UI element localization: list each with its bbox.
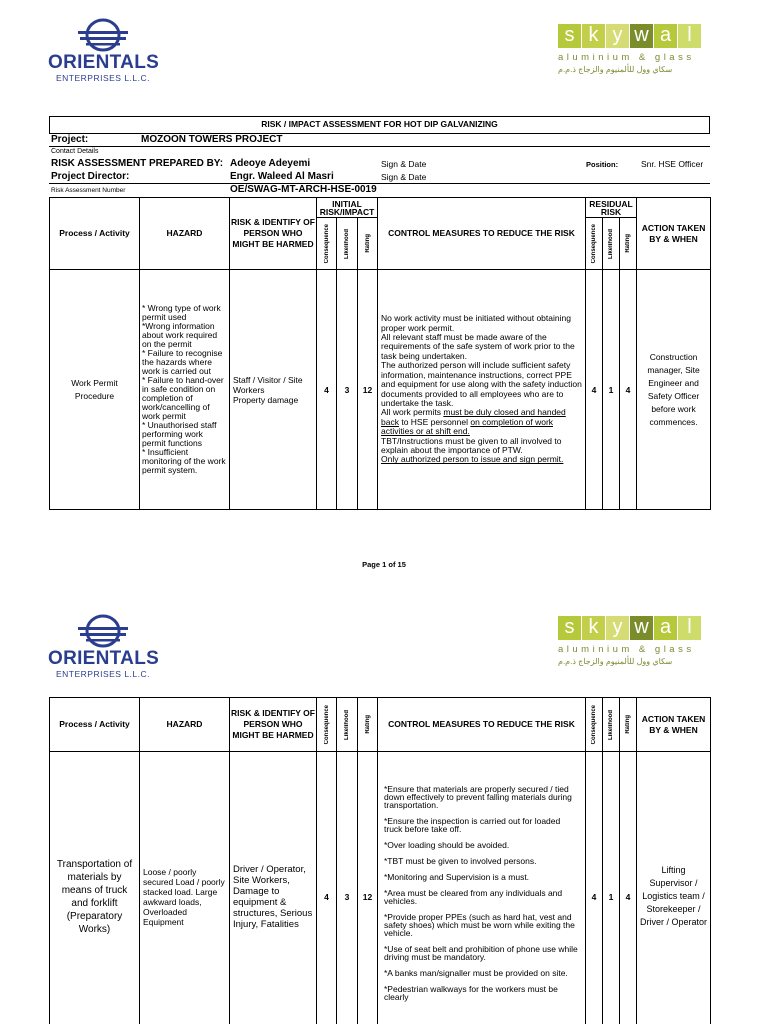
skywall-letter: k xyxy=(582,24,605,48)
skywall-arabic: سكاي وول للألمنيوم والزجاج ذ.م.م xyxy=(558,657,673,666)
control-cell xyxy=(378,752,586,1024)
header-consequence-text: Consequence xyxy=(591,223,598,264)
orientals-logo xyxy=(48,18,160,83)
skywall-letter: k xyxy=(582,616,605,640)
who-item: Property damage xyxy=(233,394,299,405)
orientals-subtitle: ENTERPRISES L.L.C. xyxy=(55,73,151,83)
orientals-emblem-icon xyxy=(76,18,130,52)
orientals-name: ORIENTALS xyxy=(48,52,160,73)
page-number: Page 1 of 15 xyxy=(362,560,406,569)
position-label: Position: xyxy=(586,160,619,169)
skywall-letter: l xyxy=(678,616,701,640)
project-director-value: Engr. Waleed Al Masri xyxy=(230,171,334,182)
skywall-letter: w xyxy=(630,24,653,48)
header-likelihood xyxy=(603,698,620,752)
header-likelihood-text: Likelihood xyxy=(344,709,350,740)
risk-table-1 xyxy=(49,197,711,510)
hazard-item: * Failure to hand-over in safe condition on completion of work/cancelling of work permit xyxy=(142,375,224,421)
control-line: TBT/Instructions must be given to all involved to explain about the importance of PTW. xyxy=(381,435,562,455)
header-rating-text: Rating xyxy=(364,715,371,734)
control-line: *A banks man/signaller must be provided on site. xyxy=(384,967,568,978)
initial-likelihood: 3 xyxy=(337,752,358,1024)
header-hazard: HAZARD xyxy=(140,698,230,752)
hazard-cell xyxy=(140,270,230,510)
control-line: *Area must be cleared from any individuals and vehicles. xyxy=(384,887,563,906)
header-consequence xyxy=(586,218,603,270)
skywall-letter: a xyxy=(654,616,677,640)
skywall-letters xyxy=(558,24,708,50)
who-item: Staff / Visitor / Site Workers xyxy=(233,374,303,395)
control-line: No work activity must be initiated without obtaining proper work permit. xyxy=(381,313,571,333)
header-process: Process / Activity xyxy=(50,198,140,270)
hazard-item: * Wrong type of work permit used xyxy=(142,303,221,322)
header-consequence-text: Consequence xyxy=(323,223,330,264)
orientals-logo xyxy=(48,614,160,679)
position-value: Snr. HSE Officer xyxy=(641,159,704,169)
control-text-underlined: on completion of work activities or at shift end. xyxy=(381,416,554,437)
project-label: Project: xyxy=(51,134,89,145)
risk-table-2 xyxy=(49,697,711,1024)
header-rating-text: Rating xyxy=(625,715,631,734)
header-control: CONTROL MEASURES TO REDUCE THE RISK xyxy=(378,198,586,270)
initial-rating: 12 xyxy=(358,270,378,510)
table-row xyxy=(50,752,711,1024)
hazard-item: *Wrong information about work required on the permit xyxy=(142,321,218,349)
control-line: *Ensure the inspection is carried out for loaded truck before take off. xyxy=(384,815,561,834)
header-likelihood xyxy=(337,218,358,270)
control-line: All relevant staff must be made aware of the requirements of the safe system of work prior to the task being undertaken. xyxy=(381,332,575,361)
control-line: *Over loading should be avoided. xyxy=(384,839,510,850)
control-line: *Monitoring and Supervision is a must. xyxy=(384,871,530,882)
header-rating-text: Rating xyxy=(364,234,371,253)
skywall-letter: y xyxy=(606,24,629,48)
orientals-subtitle: ENTERPRISES L.L.C. xyxy=(55,669,151,679)
header-consequence-text: Consequence xyxy=(323,704,330,745)
sign-date: Sign & Date xyxy=(381,172,427,182)
skywall-letter: y xyxy=(606,616,629,640)
page-2 xyxy=(0,596,768,1024)
header-likelihood-text: Likelihood xyxy=(608,228,615,259)
skywall-letter: s xyxy=(558,616,581,640)
skywall-logo xyxy=(558,616,708,676)
header-who: RISK & IDENTIFY OF PERSON WHO MIGHT BE HARMED xyxy=(230,698,317,752)
header-action: ACTION TAKEN BY & WHEN xyxy=(637,698,711,752)
header-rating xyxy=(358,698,378,752)
table-row xyxy=(50,270,711,510)
control-cell xyxy=(378,270,586,510)
header-rating xyxy=(620,218,637,270)
ra-number-value: OE/SWAG-MT-ARCH-HSE-0019 xyxy=(230,184,377,195)
residual-rating: 4 xyxy=(620,270,637,510)
control-text: All work permits xyxy=(381,407,444,418)
header-who: RISK & IDENTIFY OF PERSON WHO MIGHT BE HARMED xyxy=(230,198,317,270)
header-process: Process / Activity xyxy=(50,698,140,752)
divider xyxy=(49,183,710,184)
prepared-by-label: RISK ASSESSMENT PREPARED BY: xyxy=(51,158,224,169)
hazard-item: * Insufficient monitoring of the work permit system. xyxy=(142,447,226,475)
header-likelihood-text: Likelihood xyxy=(344,228,350,259)
ra-number-label: Risk Assessment Number xyxy=(51,187,126,194)
control-line xyxy=(381,408,582,436)
control-line: *Ensure that materials are properly secured / tied down effectively to prevent falling materials during transportation. xyxy=(384,783,572,810)
residual-consequence: 4 xyxy=(586,752,603,1024)
header-rating xyxy=(620,698,637,752)
hazard-item: * Unauthorised staff performing work permit functions xyxy=(142,420,217,448)
initial-likelihood: 3 xyxy=(337,270,358,510)
header-rating-text: Rating xyxy=(625,234,632,253)
document-title: RISK / IMPACT ASSESSMENT FOR HOT DIP GALVANIZING xyxy=(49,116,710,134)
hazard-cell: Loose / poorly secured Load / poorly stacked load. Large awkward loads, Overloaded Equipment xyxy=(140,752,230,1024)
who-cell xyxy=(230,270,317,510)
control-line: *Provide proper PPEs (such as hard hat, vest and safety shoes) which must be worn while exiting the vehicle. xyxy=(384,911,575,938)
residual-rating: 4 xyxy=(620,752,637,1024)
project-value: MOZOON TOWERS PROJECT xyxy=(141,134,283,145)
orientals-name: ORIENTALS xyxy=(48,648,160,669)
skywall-letters xyxy=(558,616,708,642)
header-likelihood xyxy=(337,698,358,752)
header-likelihood-text: Likelihood xyxy=(608,709,614,740)
skywall-letter: s xyxy=(558,24,581,48)
skywall-letter: l xyxy=(678,24,701,48)
orientals-emblem-icon xyxy=(76,614,130,648)
prepared-by-value: Adeoye Adeyemi xyxy=(230,158,311,169)
header-hazard: HAZARD xyxy=(140,198,230,270)
contact-details: Contact Details xyxy=(51,148,99,155)
process-cell: Transportation of materials by means of truck and forklift (Preparatory Works) xyxy=(50,752,140,1024)
residual-consequence: 4 xyxy=(586,270,603,510)
skywall-tagline: aluminium & glass xyxy=(558,52,695,63)
hazard-item: * Failure to recognise the hazards where work is carried out xyxy=(142,348,223,376)
control-text-underlined: must be duly closed and handed back xyxy=(381,407,566,427)
divider xyxy=(49,146,710,147)
header-action: ACTION TAKEN BY & WHEN xyxy=(637,198,711,270)
skywall-arabic: سكاي وول للألمنيوم والزجاج ذ.م.م xyxy=(558,65,673,74)
residual-likelihood: 1 xyxy=(603,270,620,510)
header-rating xyxy=(358,218,378,270)
header-likelihood xyxy=(603,218,620,270)
control-line: *Pedestrian walkways for the workers must be clearly xyxy=(384,983,558,1002)
initial-rating: 12 xyxy=(358,752,378,1024)
header-consequence xyxy=(317,698,337,752)
residual-likelihood: 1 xyxy=(603,752,620,1024)
skywall-letter: w xyxy=(630,616,653,640)
header-residual-risk: RESIDUAL RISK xyxy=(586,198,637,218)
control-line: The authorized person will include sufficient safety information, maintenance instructions, correct PPE and equipment for use along with the safety induction documents provided to all employees who are to undertake the task. xyxy=(381,360,582,408)
who-cell: Driver / Operator, Site Workers, Damage to equipment & structures, Serious Injury, Fatalities xyxy=(230,752,317,1024)
header-consequence xyxy=(317,218,337,270)
sign-date: Sign & Date xyxy=(381,159,427,169)
skywall-tagline: aluminium & glass xyxy=(558,644,695,655)
control-text: to HSE personnel xyxy=(398,416,471,427)
skywall-logo xyxy=(558,24,708,84)
process-cell: Work Permit Procedure xyxy=(50,270,140,510)
action-cell: Lifting Supervisor / Logistics team / Storekeeper / Driver / Operator xyxy=(637,752,711,1024)
skywall-letter: a xyxy=(654,24,677,48)
project-director-label: Project Director: xyxy=(51,171,130,182)
header-consequence xyxy=(586,698,603,752)
initial-consequence: 4 xyxy=(317,270,337,510)
initial-consequence: 4 xyxy=(317,752,337,1024)
action-cell: Construction manager, Site Engineer and Safety Officer before work commences. xyxy=(637,270,711,510)
header-initial-risk: INITIAL RISK/IMPACT xyxy=(317,198,378,218)
control-line: *TBT must be given to involved persons. xyxy=(384,855,537,866)
header-control: CONTROL MEASURES TO REDUCE THE RISK xyxy=(378,698,586,752)
control-line: *Use of seat belt and prohibition of phone use while driving must be mandatory. xyxy=(384,943,578,962)
header-consequence-text: Consequence xyxy=(591,704,597,745)
control-line: Only authorized person to issue and sign permit. xyxy=(381,454,564,465)
